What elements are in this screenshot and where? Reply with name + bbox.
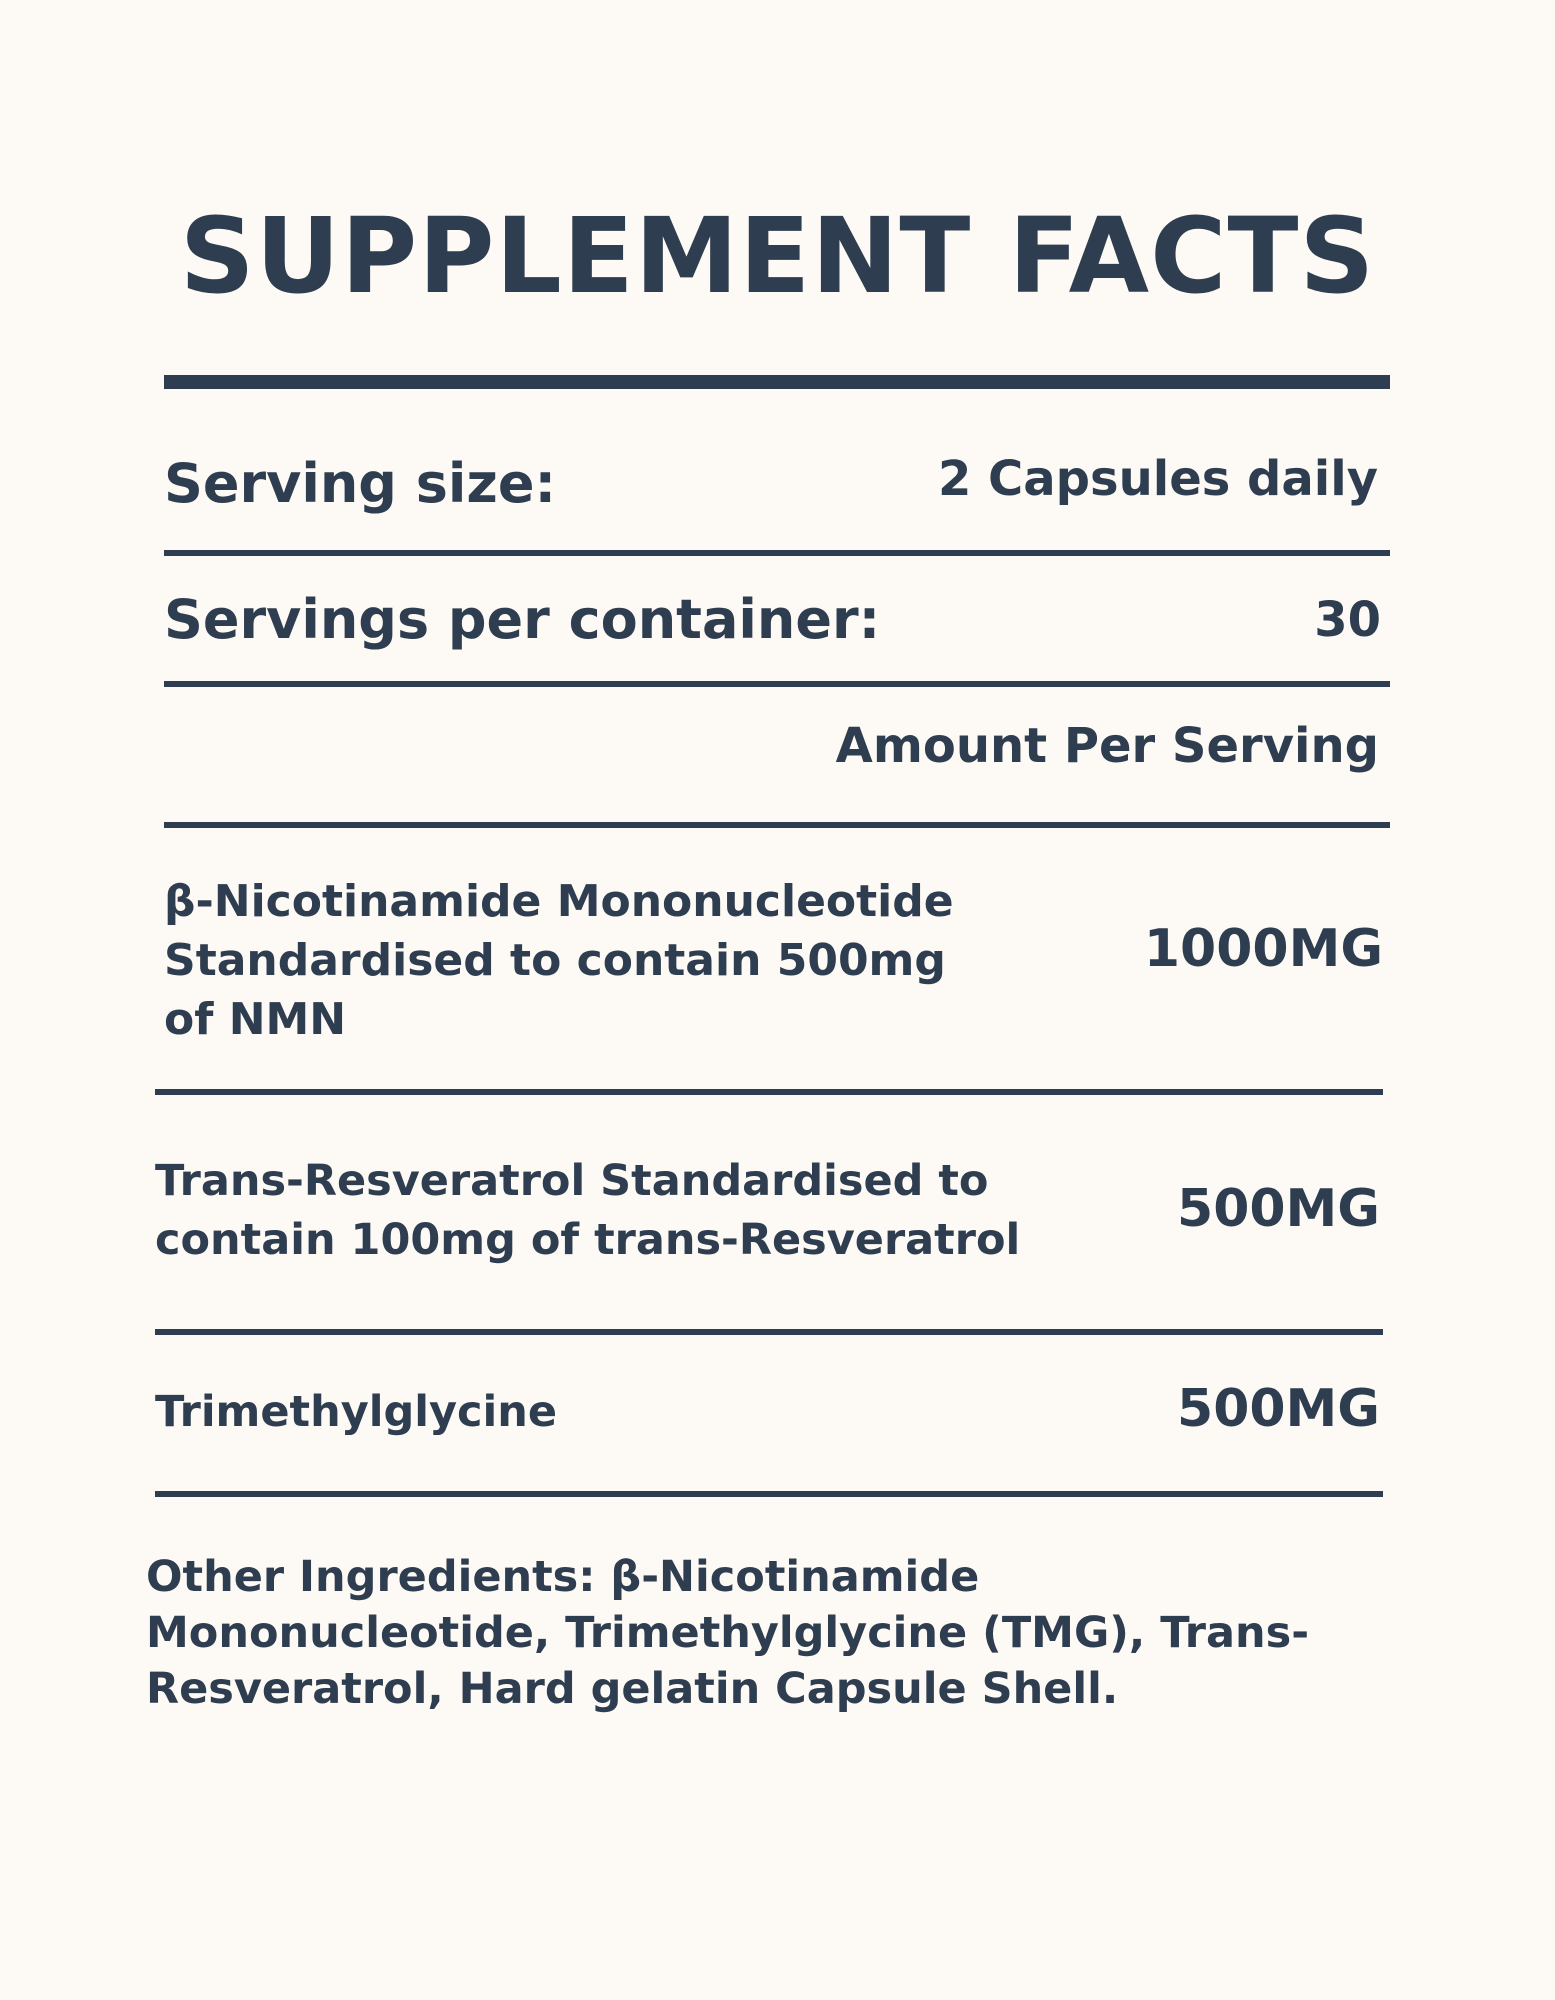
divider [164, 822, 1390, 828]
serving-size-value: 2 Capsules daily [937, 451, 1378, 507]
amount-per-serving-header: Amount Per Serving [835, 718, 1379, 774]
divider [164, 681, 1390, 687]
divider [155, 1491, 1383, 1497]
ingredient-amount: 500MG [1177, 1379, 1380, 1439]
page-title: SUPPLEMENT FACTS [179, 195, 1376, 317]
title-divider [164, 375, 1390, 389]
divider [164, 550, 1390, 556]
ingredient-name: β-Nicotinamide Mononucleotide Standardised to contain 500mg of NMN [164, 876, 954, 1045]
ingredient-amount: 500MG [1177, 1179, 1380, 1239]
other-ingredients: Other Ingredients: β-Nicotinamide Mononucleotide, Trimethylglycine (TMG), Trans-Resveratrol, Hard gelatin Capsule Shell. [146, 1552, 1310, 1714]
ingredient-name: Trimethylglycine [155, 1387, 558, 1437]
serving-size-label: Serving size: [164, 452, 557, 515]
ingredient-name: Trans-Resveratrol Standardised to contain 100mg of trans-Resveratrol [155, 1156, 1021, 1265]
ingredient-amount: 1000MG [1143, 919, 1383, 979]
divider [155, 1089, 1383, 1095]
servings-per-container-label: Servings per container: [164, 588, 881, 651]
servings-per-container-value: 30 [1314, 592, 1381, 648]
divider [155, 1329, 1383, 1335]
